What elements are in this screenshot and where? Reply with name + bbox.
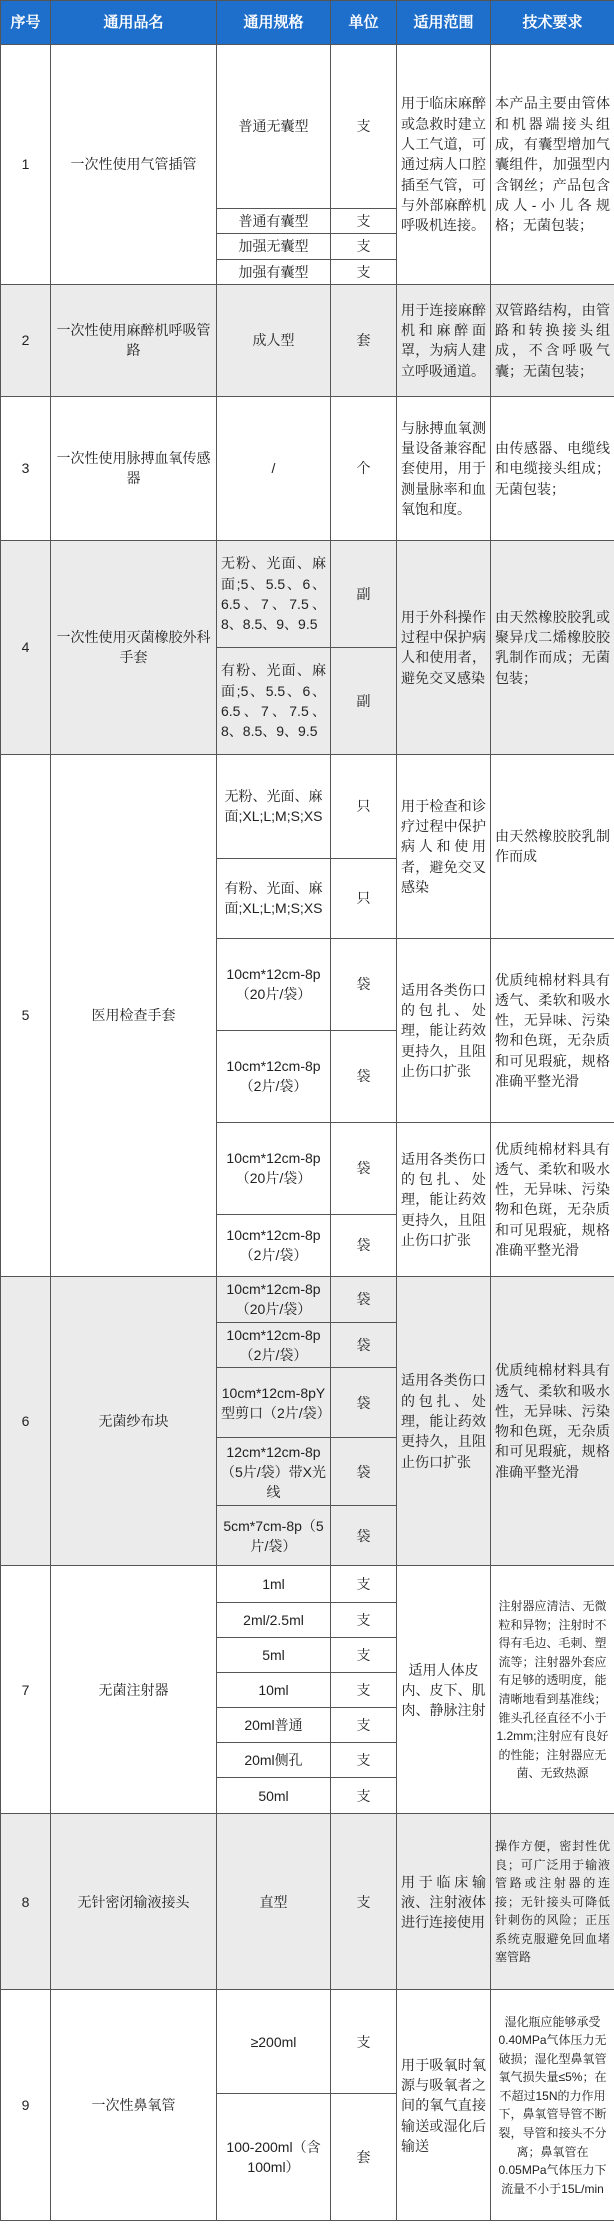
spec-cell: 12cm*12cm-8p（5片/袋）带X光线 (217, 1438, 331, 1506)
spec-cell: 无粉、光面、麻面;5、5.5、6、6.5、7、7.5、8、8.5、9、9.5 (217, 540, 331, 647)
spec-cell: 2ml/2.5ml (217, 1603, 331, 1638)
row-no: 7 (1, 1566, 51, 1814)
unit-cell: 支 (331, 1708, 397, 1743)
product-name: 无菌注射器 (51, 1566, 217, 1814)
product-name: 无针密闭输液接头 (51, 1814, 217, 1990)
unit-cell: 副 (331, 647, 397, 754)
table-row (1, 1814, 614, 1990)
unit-cell: 支 (331, 1990, 397, 2094)
spec-cell: 无粉、光面、麻面;XL;L;M;S;XS (217, 754, 331, 858)
unit-cell: 支 (331, 1814, 397, 1990)
scope-cell: 用于临床输液、注射液体进行连接使用 (397, 1814, 491, 1990)
product-name: 医用检查手套 (51, 754, 217, 1276)
tech-cell: 优质纯棉材料具有透气、柔软和吸水性，无异味、污染物和色斑，无杂质和可见瑕疵，规格准确平整光滑 (491, 1122, 614, 1276)
scope-cell: 适用各类伤口的包扎、处理，能让药效更持久，且阻止伤口扩张 (397, 1122, 491, 1276)
scope-cell: 适用各类伤口的包扎、处理，能让药效更持久，且阻止伤口扩张 (397, 938, 491, 1122)
spec-cell: 100-200ml（含100ml） (217, 2094, 331, 2221)
unit-cell: 袋 (331, 1506, 397, 1566)
table-header-row (1, 1, 614, 45)
spec-cell: 10cm*12cm-8p（2片/袋） (217, 1322, 331, 1368)
tech-cell: 湿化瓶应能够承受0.40MPa气体压力无破损；湿化型鼻氧管氧气损失量≤5%；在不超过15N的力作用下，鼻氧管导管不断裂，导管和接头不分离；鼻氧管在0.05MPa气体压力下流量不小于15L/min (491, 1990, 614, 2221)
unit-cell: 袋 (331, 1122, 397, 1214)
unit-cell: 支 (331, 45, 397, 209)
unit-cell: 只 (331, 858, 397, 938)
spec-cell: / (217, 396, 331, 540)
scope-cell: 与脉搏血氧测量设备兼容配套使用，用于测量脉率和血氧饱和度。 (397, 396, 491, 540)
product-name: 一次性使用脉搏血氧传感器 (51, 396, 217, 540)
tech-cell: 操作方便，密封性优良；可广泛用于输液管路或注射器的连接；无针接头可降低针刺伤的风险；正压系统克服避免回血堵塞管路 (491, 1814, 614, 1990)
spec-cell: 10ml (217, 1673, 331, 1708)
tech-cell: 注射器应清洁、无微粒和异物；注射时不得有毛边、毛刺、塑流等；注射器外套应有足够的透明度，能清晰地看到基准线；锥头孔径直径不小于1.2mm;注射应有良好的性能；注射器应无菌、无致热源 (491, 1566, 614, 1814)
spec-cell: 加强有囊型 (217, 259, 331, 284)
table-row (1, 45, 614, 209)
row-no: 5 (1, 754, 51, 1276)
table-row (1, 754, 614, 858)
unit-cell: 支 (331, 209, 397, 234)
tech-cell: 本产品主要由管体和机器端接头组成，有囊型增加气囊组件，加强型内含钢丝；产品包含成人-小儿各规格；无菌包装； (491, 45, 614, 285)
spec-cell: 50ml (217, 1778, 331, 1814)
unit-cell: 袋 (331, 938, 397, 1030)
spec-cell: ≥200ml (217, 1990, 331, 2094)
unit-cell: 只 (331, 754, 397, 858)
spec-cell: 10cm*12cm-8pY型剪口（2片/袋） (217, 1368, 331, 1438)
spec-cell: 有粉、光面、麻面;5、5.5、6、6.5、7、7.5、8、8.5、9、9.5 (217, 647, 331, 754)
tech-cell: 由天然橡胶胶乳或聚异戊二烯橡胶胶乳制作而成；无菌包装； (491, 540, 614, 754)
spec-cell: 1ml (217, 1566, 331, 1603)
spec-cell: 5cm*7cm-8p（5片/袋） (217, 1506, 331, 1566)
spec-cell: 10cm*12cm-8p（20片/袋） (217, 938, 331, 1030)
header-unit: 单位 (331, 1, 397, 45)
row-no: 8 (1, 1814, 51, 1990)
header-scope: 适用范围 (397, 1, 491, 45)
table-row (1, 284, 614, 396)
tech-cell: 由天然橡胶胶乳制作而成 (491, 754, 614, 938)
header-spec: 通用规格 (217, 1, 331, 45)
spec-cell: 20ml普通 (217, 1708, 331, 1743)
spec-cell: 10cm*12cm-8p（20片/袋） (217, 1276, 331, 1322)
product-name: 一次性使用麻醉机呼吸管路 (51, 284, 217, 396)
unit-cell: 袋 (331, 1368, 397, 1438)
scope-cell: 用于连接麻醉机和麻醉面罩，为病人建立呼吸通道。 (397, 284, 491, 396)
spec-cell: 有粉、光面、麻面;XL;L;M;S;XS (217, 858, 331, 938)
row-no: 4 (1, 540, 51, 754)
unit-cell: 支 (331, 1603, 397, 1638)
tech-cell: 由传感器、电缆线和电缆接头组成；无菌包装； (491, 396, 614, 540)
unit-cell: 袋 (331, 1030, 397, 1122)
table-row (1, 1276, 614, 1322)
unit-cell: 袋 (331, 1276, 397, 1322)
unit-cell: 袋 (331, 1438, 397, 1506)
unit-cell: 支 (331, 1566, 397, 1603)
row-no: 3 (1, 396, 51, 540)
unit-cell: 支 (331, 1638, 397, 1673)
scope-cell: 用于检查和诊疗过程中保护病人和使用者，避免交叉感染 (397, 754, 491, 938)
unit-cell: 袋 (331, 1322, 397, 1368)
spec-cell: 普通有囊型 (217, 209, 331, 234)
spec-cell: 成人型 (217, 284, 331, 396)
row-no: 2 (1, 284, 51, 396)
unit-cell: 支 (331, 1743, 397, 1778)
product-name: 一次性使用灭菌橡胶外科手套 (51, 540, 217, 754)
unit-cell: 支 (331, 234, 397, 259)
unit-cell: 袋 (331, 1214, 397, 1276)
scope-cell: 用于外科操作过程中保护病人和使用者，避免交叉感染 (397, 540, 491, 754)
unit-cell: 支 (331, 1778, 397, 1814)
unit-cell: 套 (331, 2094, 397, 2221)
row-no: 9 (1, 1990, 51, 2221)
unit-cell: 支 (331, 1673, 397, 1708)
header-name: 通用品名 (51, 1, 217, 45)
row-no: 6 (1, 1276, 51, 1566)
scope-cell: 用于临床麻醉或急救时建立人工气道，可通过病人口腔插至气管，可与外部麻醉机呼吸机连接。 (397, 45, 491, 285)
spec-cell: 加强无囊型 (217, 234, 331, 259)
tech-cell: 双管路结构，由管路和转换接头组成，不含呼吸气囊；无菌包装； (491, 284, 614, 396)
unit-cell: 个 (331, 396, 397, 540)
spec-cell: 10cm*12cm-8p（2片/袋） (217, 1214, 331, 1276)
unit-cell: 套 (331, 284, 397, 396)
table-row (1, 396, 614, 540)
header-tech: 技术要求 (491, 1, 614, 45)
spec-cell: 20ml侧孔 (217, 1743, 331, 1778)
unit-cell: 副 (331, 540, 397, 647)
table-row (1, 1990, 614, 2094)
scope-cell: 用于吸氧时氧源与吸氧者之间的氧气直接输送或湿化后输送 (397, 1990, 491, 2221)
spec-cell: 10cm*12cm-8p（2片/袋） (217, 1030, 331, 1122)
tech-cell: 优质纯棉材料具有透气、柔软和吸水性，无异味、污染物和色斑，无杂质和可见瑕疵，规格准确平整光滑 (491, 1276, 614, 1566)
row-no: 1 (1, 45, 51, 285)
scope-cell: 适用人体皮内、皮下、肌肉、静脉注射 (397, 1566, 491, 1814)
spec-cell: 5ml (217, 1638, 331, 1673)
tech-cell: 优质纯棉材料具有透气、柔软和吸水性，无异味、污染物和色斑，无杂质和可见瑕疵，规格准确平整光滑 (491, 938, 614, 1122)
scope-cell: 适用各类伤口的包扎、处理，能让药效更持久，且阻止伤口扩张 (397, 1276, 491, 1566)
unit-cell: 支 (331, 259, 397, 284)
header-no: 序号 (1, 1, 51, 45)
spec-cell: 普通无囊型 (217, 45, 331, 209)
product-name: 一次性鼻氧管 (51, 1990, 217, 2221)
table-row (1, 540, 614, 647)
spec-cell: 直型 (217, 1814, 331, 1990)
product-name: 无菌纱布块 (51, 1276, 217, 1566)
spec-cell: 10cm*12cm-8p（20片/袋） (217, 1122, 331, 1214)
table-row (1, 1566, 614, 1603)
product-name: 一次性使用气管插管 (51, 45, 217, 285)
